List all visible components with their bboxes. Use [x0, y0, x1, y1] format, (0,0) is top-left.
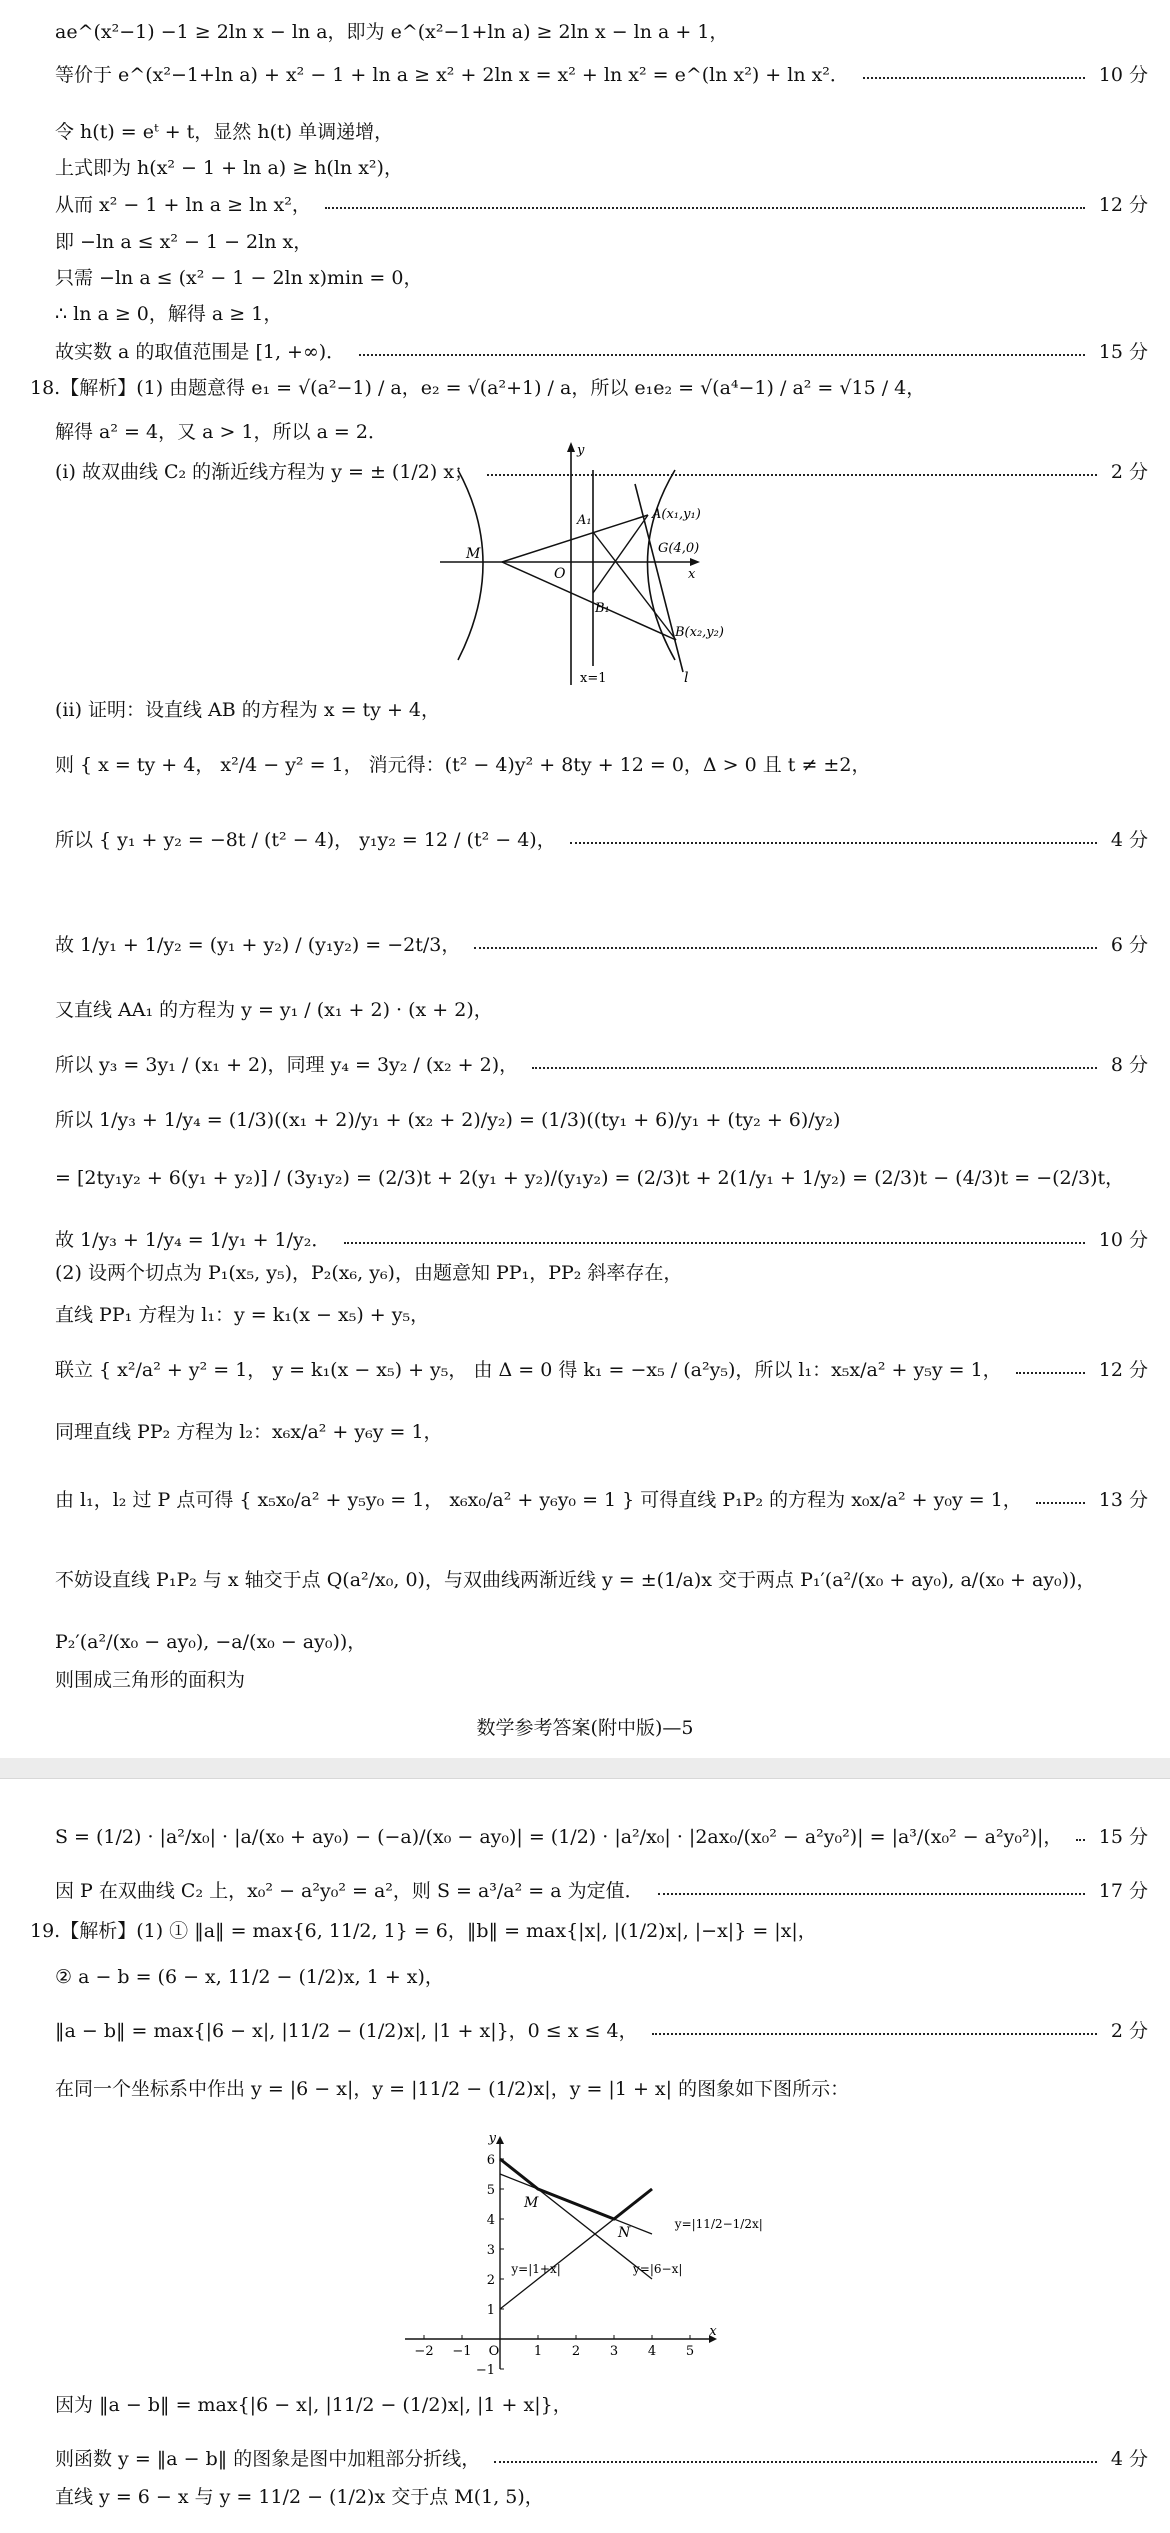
line-text: 故 1/y₁ + 1/y₂ = (y₁ + y₂) / (y₁y₂) = −2t/3，	[55, 934, 461, 956]
answer-line	[0, 2385, 1170, 2425]
line-text: P₂′(a²/(x₀ − ay₀), −a/(x₀ − ay₀))，	[55, 1631, 367, 1653]
y-tick-label: 2	[486, 2273, 495, 2288]
fig1-label: B(x₂,y₂)	[675, 625, 724, 640]
score-mark: 15 分	[1098, 1826, 1148, 1848]
answer-page-6	[0, 1778, 1170, 2533]
line-text: ‖a − b‖ = max{|6 − x|, |11/2 − (1/2)x|, |1 + x|}，0 ≤ x ≤ 4，	[55, 2020, 638, 2042]
answer-line	[0, 1350, 1170, 1390]
answer-line	[0, 368, 1170, 408]
score-mark: 8 分	[1110, 1054, 1148, 1076]
page-footer: 数学参考答案(附中版)—5	[476, 1717, 694, 1739]
fig1-label: G(4,0)	[658, 541, 700, 556]
fig1-label: y	[577, 443, 585, 458]
series-label: y=|11/2−1/2x|	[674, 2217, 763, 2231]
y-tick-label: y	[488, 2131, 496, 2146]
line-text: 解得 a² = 4，又 a > 1，所以 a = 2．	[55, 421, 387, 443]
answer-line	[0, 1817, 1170, 1857]
line-text: S = (1/2) · |a²/x₀| · |a/(x₀ + ay₀) − (−a)/(x₀ − ay₀)| = (1/2) · |a²/x₀| · |2ax₀/(x₀² − a²y₀²)| = |a³/(x₀² − a²y₀²)|，	[55, 1826, 1063, 1848]
dotted-leader	[532, 1067, 1097, 1069]
series-line	[500, 2159, 652, 2219]
answer-line	[0, 1911, 1170, 1951]
answer-line	[0, 294, 1170, 334]
answer-line	[0, 222, 1170, 262]
line-text: 19.【解析】(1) ① ‖a‖ = max{6, 11/2, 1} = 6，‖b‖ = max{|x|, |(1/2)x|, |−x|} = |x|，	[30, 1920, 817, 1942]
line-text: 所以 y₃ = 3y₁ / (x₁ + 2)，同理 y₄ = 3y₂ / (x₂ + 2)，	[55, 1054, 519, 1076]
y-tick-label: 5	[486, 2183, 495, 2198]
answer-line	[0, 332, 1170, 372]
y-tick-label: 1	[486, 2303, 495, 2318]
score-mark: 4 分	[1110, 2448, 1148, 2470]
score-mark: 2 分	[1110, 2020, 1148, 2042]
series-label: y=|6−x|	[633, 2262, 683, 2276]
answer-line	[0, 2069, 1170, 2109]
line-text: 因为 ‖a − b‖ = max{|6 − x|, |11/2 − (1/2)x|, |1 + x|}，	[55, 2394, 572, 2416]
answer-line	[0, 1871, 1170, 1911]
dotted-leader	[570, 842, 1097, 844]
y-axis-arrow	[496, 2136, 504, 2144]
dotted-leader	[1036, 1502, 1085, 1504]
answer-line	[0, 12, 1170, 52]
line-text: 直线 y = 6 − x 与 y = 11/2 − (1/2)x 交于点 M(1, 5)，	[55, 2486, 544, 2508]
point-label: N	[618, 2225, 631, 2241]
answer-line	[0, 112, 1170, 152]
fig1-label: B₁	[595, 601, 610, 616]
line-text: 则围成三角形的面积为	[55, 1669, 246, 1691]
y-tick-label: 4	[486, 2213, 495, 2228]
line-text: 由 l₁，l₂ 过 P 点可得 { x₅x₀/a² + y₅y₀ = 1， x₆x₀/a² + y₆y₀ = 1 } 可得直线 P₁P₂ 的方程为 x₀x/a² + y₀y = 1，	[55, 1489, 1022, 1511]
answer-line	[0, 925, 1170, 965]
answer-line	[0, 1158, 1170, 1198]
line-text: 故实数 a 的取值范围是 [1, +∞)．	[55, 341, 346, 363]
x-tick-label: 2	[571, 2344, 581, 2359]
answer-line	[0, 1100, 1170, 1140]
fig1-label: A₁	[577, 513, 592, 528]
point-label: M	[524, 2195, 539, 2211]
score-mark: 12 分	[1098, 1359, 1148, 1381]
dotted-leader	[652, 2033, 1097, 2035]
segment-AB1	[593, 515, 648, 593]
line-text: 同理直线 PP₂ 方程为 l₂：x₆x/a² + y₆y = 1，	[55, 1421, 443, 1443]
y-tick-label: −1	[475, 2363, 495, 2378]
segment-MB	[502, 562, 676, 640]
answer-line	[0, 2477, 1170, 2517]
score-mark: 10 分	[1098, 1229, 1148, 1251]
dotted-leader	[494, 2461, 1097, 2463]
dotted-leader	[325, 207, 1085, 209]
x-tick-label: −1	[452, 2344, 472, 2359]
y-tick-label: 6	[486, 2153, 495, 2168]
line-text: 联立 { x²/a² + y² = 1， y = k₁(x − x₅) + y₅， 由 Δ = 0 得 k₁ = −x₅ / (a²y₅)，所以 l₁：x₅x/a² + y₅y = 1，	[55, 1359, 1002, 1381]
y-axis-arrow	[567, 442, 575, 452]
answer-line	[0, 2011, 1170, 2051]
score-mark: 10 分	[1098, 64, 1148, 86]
line-text: 在同一个坐标系中作出 y = |6 − x|，y = |11/2 − (1/2)x|，y = |1 + x| 的图象如下图所示：	[55, 2078, 850, 2100]
x-axis-arrow	[690, 558, 700, 566]
left-branch	[458, 470, 483, 660]
answer-line	[0, 1295, 1170, 1335]
hyperbola-figure	[430, 440, 750, 690]
dotted-leader	[1016, 1372, 1085, 1374]
line-text: 18.【解析】(1) 由题意得 e₁ = √(a²−1) / a，e₂ = √(a²+1) / a，所以 e₁e₂ = √(a⁴−1) / a² = √15 / 4，	[30, 377, 926, 399]
score-mark: 12 分	[1098, 194, 1148, 216]
series-label: y=|1+x|	[511, 2262, 561, 2276]
line-text: 所以 1/y₃ + 1/y₄ = (1/3)((x₁ + 2)/y₁ + (x₂ + 2)/y₂) = (1/3)((ty₁ + 6)/y₁ + (ty₂ + 6)/y₂)	[55, 1109, 841, 1131]
answer-line	[0, 1480, 1170, 1520]
answer-line	[0, 1622, 1170, 1662]
fig1-label: O	[554, 566, 566, 582]
segment-MA	[502, 515, 648, 562]
answer-line	[0, 2439, 1170, 2479]
x-tick-label: −2	[414, 2344, 434, 2359]
answer-line	[0, 1253, 1170, 1293]
answer-line	[0, 148, 1170, 188]
score-mark: 2 分	[1110, 461, 1148, 483]
score-mark: 17 分	[1098, 1880, 1148, 1902]
score-mark: 15 分	[1098, 341, 1148, 363]
answer-line	[0, 990, 1170, 1030]
x-tick-label: 5	[685, 2344, 695, 2359]
answer-line	[0, 1045, 1170, 1085]
score-mark: 4 分	[1110, 829, 1148, 851]
dotted-leader	[344, 1242, 1085, 1244]
line-text: ② a − b = (6 − x, 11/2 − (1/2)x, 1 + x)，	[55, 1966, 444, 1988]
dotted-leader	[359, 354, 1085, 356]
answer-line	[0, 185, 1170, 225]
fig1-label: x=1	[580, 671, 607, 686]
line-text: 故 1/y₃ + 1/y₄ = 1/y₁ + 1/y₂．	[55, 1229, 331, 1251]
line-text: 只需 −ln a ≤ (x² − 1 − 2ln x)min = 0，	[55, 267, 423, 289]
line-text: 令 h(t) = eᵗ + t，显然 h(t) 单调递增，	[55, 121, 394, 143]
fig1-label: M	[466, 546, 481, 562]
line-text: 又直线 AA₁ 的方程为 y = y₁ / (x₁ + 2) · (x + 2)，	[55, 999, 493, 1021]
line-text: 则函数 y = ‖a − b‖ 的图象是图中加粗部分折线，	[55, 2448, 481, 2470]
function-graph	[414, 2119, 763, 2378]
answer-line	[0, 1560, 1170, 1600]
answer-line	[0, 745, 1170, 785]
y-tick-label: 3	[486, 2243, 495, 2258]
dotted-leader	[658, 1893, 1085, 1895]
line-text: 则 { x = ty + 4， x²/4 − y² = 1， 消元得：(t² − 4)y² + 8ty + 12 = 0，Δ > 0 且 t ≠ ±2，	[55, 754, 871, 776]
line-text: 等价于 e^(x²−1+ln a) + x² − 1 + ln a ≥ x² + 2ln x = x² + ln x² = e^(ln x²) + ln x²．	[55, 64, 849, 86]
x-tick-label: 1	[533, 2344, 543, 2359]
right-branch	[648, 470, 676, 660]
line-text: 不妨设直线 P₁P₂ 与 x 轴交于点 Q(a²/x₀, 0)，与双曲线两渐近线 y = ±(1/a)x 交于两点 P₁′(a²/(x₀ + ay₀), a/(x₀ + ay₀))，	[55, 1569, 1096, 1591]
line-text: ∴ ln a ≥ 0，解得 a ≥ 1，	[55, 303, 283, 325]
line-text: (ⅱ) 证明：设直线 AB 的方程为 x = ty + 4，	[55, 699, 440, 721]
line-text: (2) 设两个切点为 P₁(x₅, y₅)，P₂(x₆, y₆)，由题意知 PP₁，PP₂ 斜率存在，	[55, 1262, 683, 1284]
answer-line	[0, 690, 1170, 730]
line-text: 即 −ln a ≤ x² − 1 − 2ln x，	[55, 231, 313, 253]
line-text: 因 P 在双曲线 C₂ 上，x₀² − a²y₀² = a²，则 S = a³/a² = a 为定值．	[55, 1880, 644, 1902]
dotted-leader	[1076, 1839, 1085, 1841]
answer-line	[0, 55, 1170, 95]
line-text: 从而 x² − 1 + ln a ≥ ln x²，	[55, 194, 311, 216]
line-text: (ⅰ) 故双曲线 C₂ 的渐近线方程为 y = ± (1/2) x；	[55, 461, 474, 483]
answer-line	[0, 1412, 1170, 1452]
line-text: 所以 { y₁ + y₂ = −8t / (t² − 4)， y₁y₂ = 12 / (t² − 4)，	[55, 829, 556, 851]
line-text: 上式即为 h(x² − 1 + ln a) ≥ h(ln x²)，	[55, 157, 403, 179]
line-text: = [2ty₁y₂ + 6(y₁ + y₂)] / (3y₁y₂) = (2/3)t + 2(y₁ + y₂)/(y₁y₂) = (2/3)t + 2(1/y₁ + 1/y₂) = (2/3)t − (4/3)t = −(2/3)t，	[55, 1167, 1125, 1189]
line-text: ae^(x²−1) −1 ≥ 2ln x − ln a，即为 e^(x²−1+ln a) ≥ 2ln x − ln a + 1，	[55, 21, 729, 43]
x-tick-label: O	[488, 2344, 500, 2359]
fig1-label: x	[688, 567, 696, 582]
answer-line	[0, 1660, 1170, 1700]
answer-line	[0, 258, 1170, 298]
x-tick-label: 3	[609, 2344, 619, 2359]
answer-line	[0, 820, 1170, 860]
fig1-label: A(x₁,y₁)	[652, 507, 701, 522]
x-tick-label: x	[709, 2324, 717, 2339]
fig1-label: l	[684, 670, 689, 686]
score-mark: 13 分	[1098, 1489, 1148, 1511]
dotted-leader	[474, 947, 1097, 949]
line-text: 直线 PP₁ 方程为 l₁：y = k₁(x − x₅) + y₅，	[55, 1304, 430, 1326]
answer-line	[0, 1957, 1170, 1997]
score-mark: 6 分	[1110, 934, 1148, 956]
dotted-leader	[863, 77, 1085, 79]
x-tick-label: 4	[647, 2344, 657, 2359]
